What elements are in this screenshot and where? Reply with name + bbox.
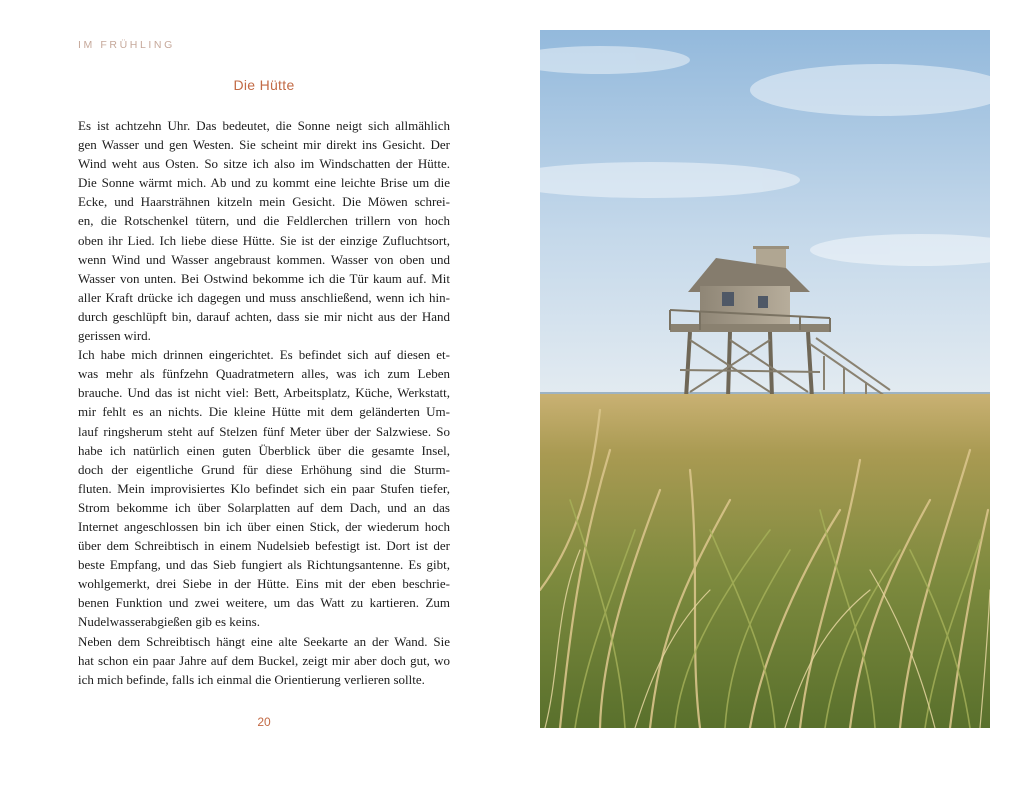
text-line: Es ist achtzehn Uhr. Das bedeutet, die Sonne neigt sich allmählich (78, 118, 450, 133)
text-line: Die Sonne wärmt mich. Ab und zu kommt eine leichte Brise um die (78, 175, 450, 191)
text-line: beste Empfang, und das Sieb fungiert als Richtungsantenne. Es gibt, (78, 557, 450, 573)
text-line: Neben dem Schreibtisch hängt eine alte Seekarte an der Wand. Sie (78, 633, 450, 649)
text-line: durch geschlüpft bin, darauf achten, dass sie mir nicht aus der Hand (78, 308, 450, 324)
text-line: brauche. Und das ist nicht viel: Bett, Arbeitsplatz, Küche, Werkstatt, (78, 385, 450, 401)
text-line: Nudelwasserabgießen gib es keins. (78, 614, 260, 630)
text-line: ich mich befinde, falls ich einmal die Orientierung verlieren sollte. (78, 671, 425, 687)
text-line: Ecke, und Haarsträhnen kitzeln mein Gesicht. Die Möwen schrei- (78, 194, 450, 210)
page-number: 20 (257, 715, 271, 729)
body-text (78, 116, 450, 689)
text-line: Strom bekomme ich über Solarplatten auf dem Dach, und an das (78, 499, 450, 515)
text-line: gen Wasser und gen Westen. Sie scheint mir direkt ins Gesicht. Der (78, 137, 450, 153)
text-line: was mehr als fünfzehn Quadratmetern alles, was ich zum Leben (78, 366, 450, 382)
running-head: IM FRÜHLING (78, 39, 175, 51)
text-line: aller Kraft drücke ich dagegen und muss anschließend, wenn ich hin- (78, 289, 450, 305)
text-line: mir fehlt es an nichts. Die kleine Hütte mit dem geländerten Um- (78, 404, 450, 420)
text-line: Ich habe mich drinnen eingerichtet. Es befindet sich auf diesen et- (78, 347, 450, 363)
text-line: über dem Schreibtisch in einem Nudelsieb befestigt ist. Dort ist der (78, 538, 450, 554)
text-line: doch der eigentliche Grund für diese Erhöhung sind die Sturm- (78, 461, 450, 477)
salt-meadow (540, 394, 990, 728)
text-line: oben ihr Lied. Ich liebe diese Hütte. Sie ist der einzige Zufluchtsort, (78, 232, 450, 248)
text-line: Wasser von unten. Bei Ostwind bekomme ich die Tür kaum auf. Mit (78, 270, 450, 286)
text-line: wohlgemerkt, drei Siebe in der Hütte. Eins mit der eben beschrie- (78, 576, 450, 592)
stilt-hut-photo (540, 30, 990, 728)
text-line: Wind weht aus Osten. So sitze ich also im Windschatten der Hütte. (78, 156, 450, 172)
text-line: hat schon ein paar Jahre auf dem Buckel, zeigt mir aber doch gut, wo (78, 652, 450, 668)
text-line: lauf ringsherum steht auf Stelzen fünf Meter über der Salzwiese. So (78, 423, 450, 439)
text-line: en, die Rotschenkel tütern, und die Feldlerchen trillern von hoch (78, 213, 450, 229)
text-line: wenn Wind und Wasser angebraust kommen. Wasser von oben und (78, 251, 450, 267)
text-line: Internet angeschlossen bin ich über einen Stick, der wiederum hoch (78, 518, 450, 534)
text-line: gerissen wird. (78, 328, 151, 344)
text-line: habe ich natürlich einen guten Überblick über die gesamte Insel, (78, 442, 450, 458)
text-line: benen Funktion und zwei weitere, um das Watt zu kartieren. Zum (78, 595, 450, 611)
chapter-title: Die Hütte (233, 77, 295, 93)
text-line: fluten. Mein improvisiertes Klo befindet sich ein paar Stufen tiefer, (78, 480, 450, 496)
